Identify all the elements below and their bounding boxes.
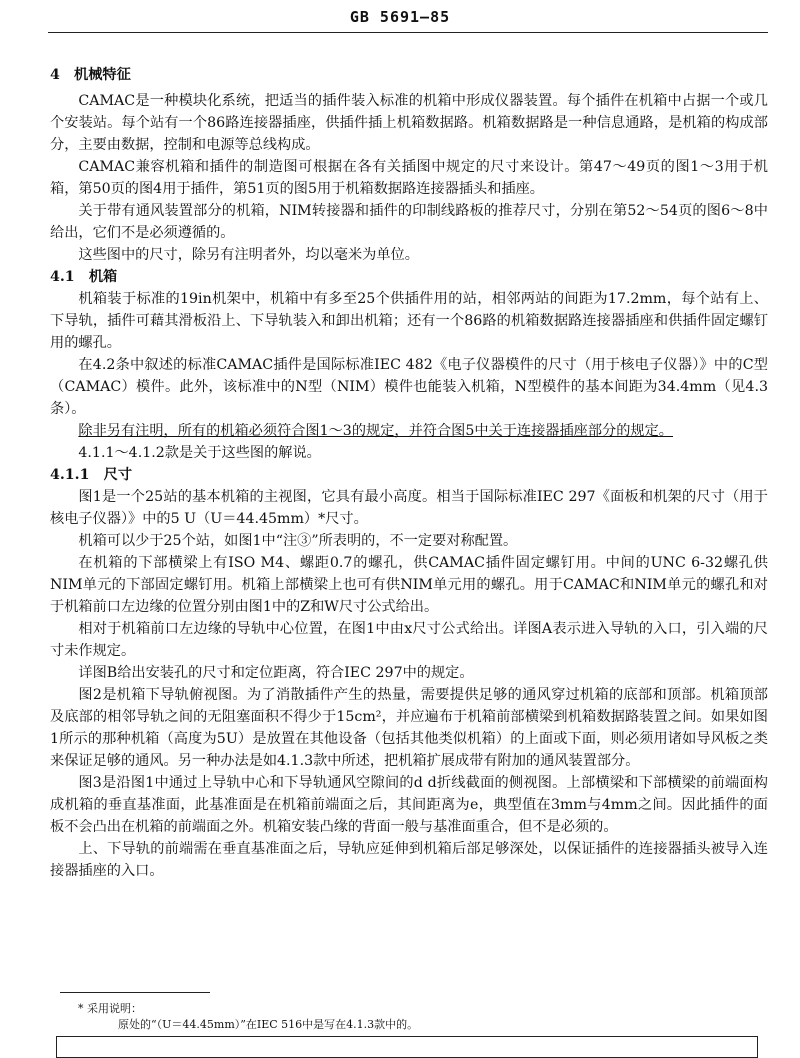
paragraph: 图1是一个25站的基本机箱的主视图，它具有最小高度。相当于国际标准IEC 297《面板和机架的尺寸（用于核电子仪器）》中的5 U（U＝44.45mm）*尺寸。 (50, 489, 768, 527)
paragraph: 详图B给出安装孔的尺寸和定位距离，符合IEC 297中的规定。 (78, 665, 474, 681)
paragraph: 关于带有通风装置部分的机箱，NIM转接器和插件的印制线路板的推荐尺寸，分别在第52～54页的图6～8中给出，它们不是必须遵循的。 (50, 203, 768, 241)
paragraph: 图3是沿图1中通过上导轨中心和下导轨通风空隙间的d d折线截面的侧视图。上部横梁和下部横梁的前端面构成机箱的垂直基准面，此基准面是在机箱前端面之后，其间距离为e，典型值在3mm与4mm之间。因此插件的面板不会凸出在机箱的前端面之外。机箱安装凸缘的背面一般与基准面重合，但不是必须的。 (50, 775, 768, 835)
paragraph: 机箱可以少于25个站，如图1中“注③”所表明的，不一定要对称配置。 (78, 533, 518, 549)
standard-number: GB 5691—85 (349, 8, 451, 26)
paragraph: CAMAC兼容机箱和插件的制造图可根据在各有关插图中规定的尺寸来设计。第47～49页的图1～3用于机箱，第50页的图4用于插件，第51页的图5用于机箱数据路连接器插头和插座。 (50, 159, 768, 197)
section-heading-4-1-1: 4.1.1 尺寸 (50, 467, 133, 483)
bottom-frame (56, 1036, 758, 1058)
header-rule (48, 32, 768, 33)
paragraph: 上、下导轨的前端需在垂直基准面之后，导轨应延伸到机箱后部足够深处，以保证插件的连接器插头被导入连接器插座的入口。 (50, 841, 768, 879)
footnote-text: 原处的“（U＝44.45mm）”在IEC 516中是写在4.1.3款中的。 (118, 1018, 419, 1031)
paragraph: 图2是机箱下导轨俯视图。为了消散插件产生的热量，需要提供足够的通风穿过机箱的底部和顶部。机箱顶部及底部的相邻导轨之间的无阻塞面积不得少于15cm²，并应遍布于机箱前部横梁到机箱数据路装置之间。如果如图1所示的那种机箱（高度为5U）是放置在其他设备（包括其他类似机箱）的上面或下面，则必须用诸如导风板之类来保证足够的通风。另一种办法是如4.1.3款中所述，把机箱扩展成带有附加的通风装置部分。 (50, 687, 768, 769)
underlined-requirement: 除非另有注明，所有的机箱必须符合图1～3的规定，并符合图5中关于连接器插座部分的规定。 (78, 423, 673, 439)
footnote-label: * 采用说明： (78, 1002, 142, 1015)
paragraph: 在机箱的下部横梁上有ISO M4、螺距0.7的螺孔，供CAMAC插件固定螺钉用。中间的UNC 6-32螺孔供NIM单元的下部固定螺钉用。机箱上部横梁上也可有供NIM单元用的螺孔。用于CAMAC和NIM单元的螺孔和对于机箱前口左边缘的位置分别由图1中的Z和W尺寸公式给出。 (50, 555, 768, 615)
body-text (50, 64, 768, 882)
section-heading-4-1: 4.1 机箱 (50, 269, 118, 285)
paragraph: 机箱装于标准的19in机架中，机箱中有多至25个供插件用的站，相邻两站的间距为17.2mm，每个站有上、下导轨，插件可藉其滑板沿上、下导轨装入和卸出机箱；还有一个86路的机箱数据路连接器插座和供插件固定螺钉用的螺孔。 (50, 291, 768, 351)
footnote-rule (60, 992, 210, 993)
paragraph: CAMAC是一种模块化系统，把适当的插件装入标准的机箱中形成仪器装置。每个插件在机箱中占据一个或几个安装站。每个站有一个86路连接器插座，供插件插上机箱数据路。机箱数据路是一种信息通路，是机箱的构成部分，主要由数据，控制和电源等总线构成。 (50, 93, 768, 153)
paragraph: 这些图中的尺寸，除另有注明者外，均以毫米为单位。 (78, 247, 419, 263)
paragraph: 相对于机箱前口左边缘的导轨中心位置，在图1中由x尺寸公式给出。详图A表示进入导轨的入口，引入端的尺寸未作规定。 (50, 621, 768, 659)
paragraph: 在4.2条中叙述的标准CAMAC插件是国际标准IEC 482《电子仪器模件的尺寸（用于核电子仪器）》中的C型（CAMAC）模件。此外，该标准中的N型（NIM）模件也能装入机箱，N型模件的基本间距为34.4mm（见4.3条）。 (50, 357, 768, 417)
section-heading-4: 4 机械特征 (50, 67, 131, 83)
paragraph: 4.1.1～4.1.2款是关于这些图的解说。 (78, 445, 321, 461)
